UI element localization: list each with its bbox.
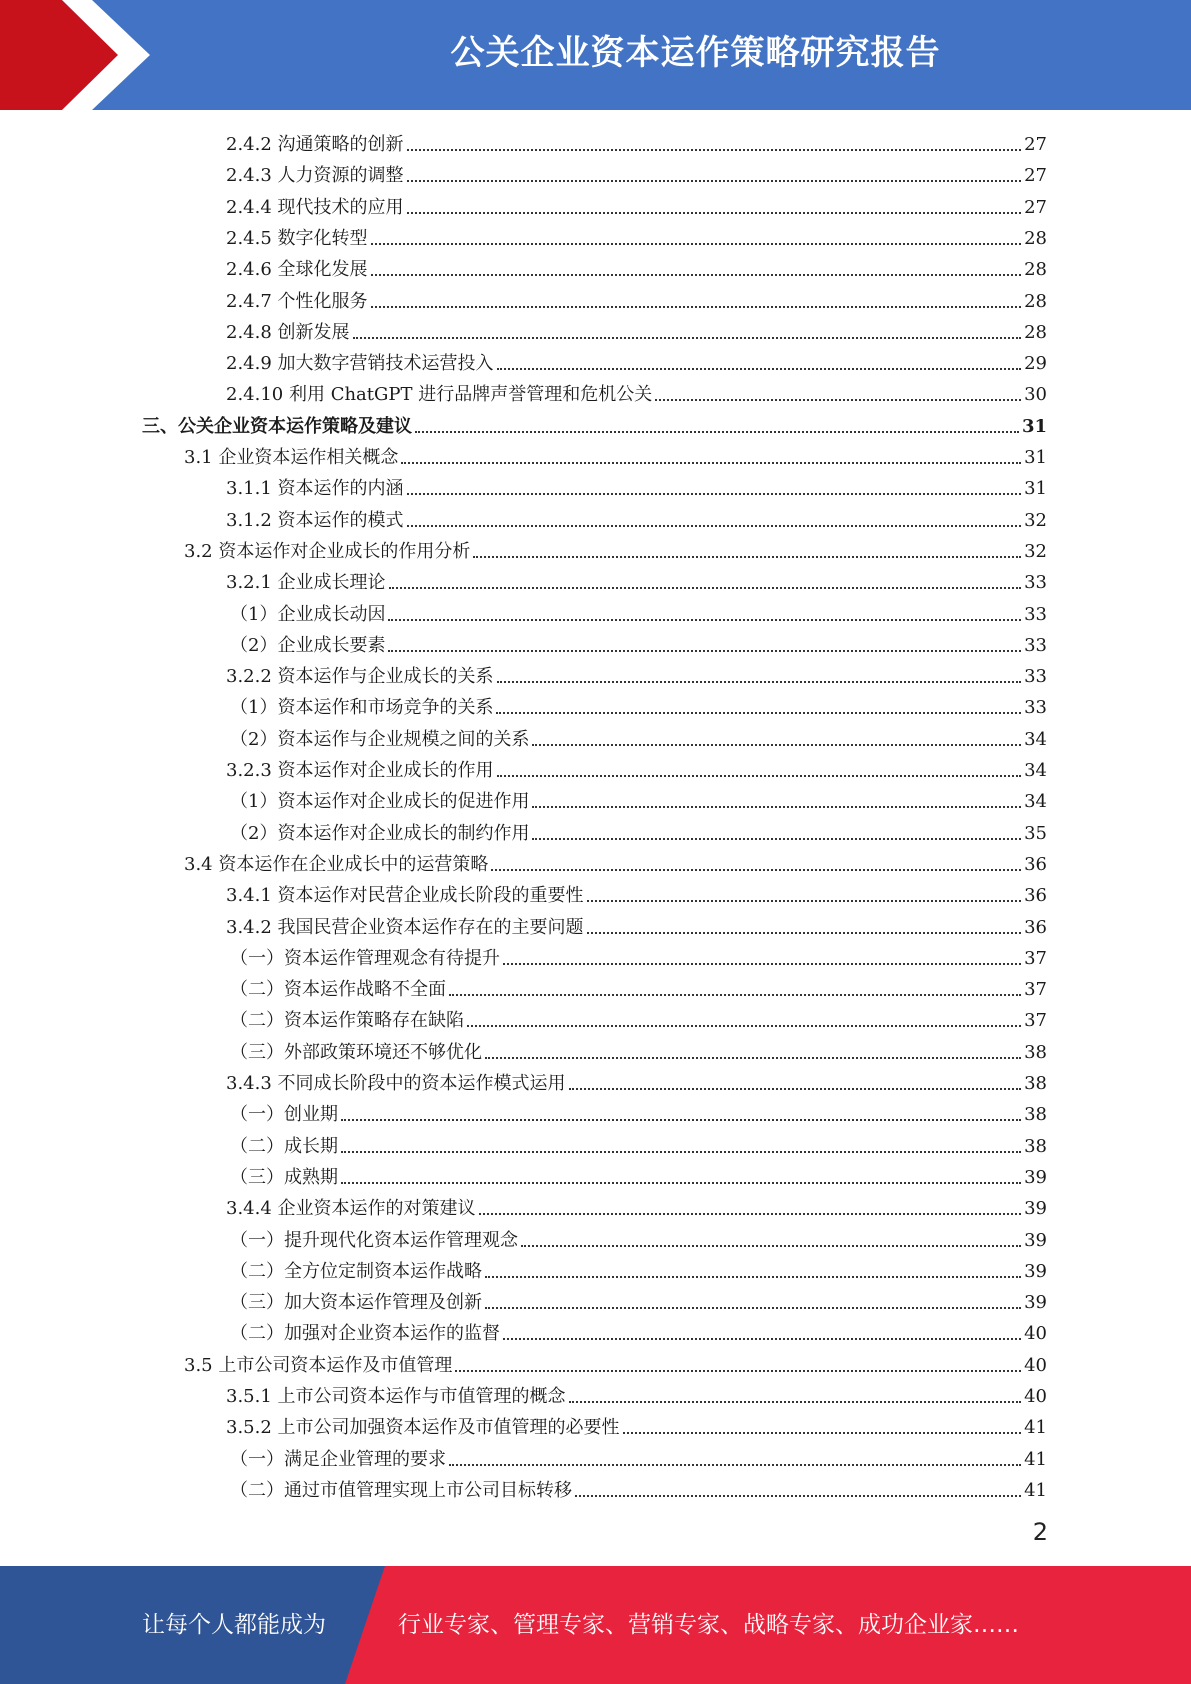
toc-leader-dots [449,994,1021,996]
toc-entry-page: 33 [1024,604,1047,625]
toc-leader-dots [623,1432,1022,1434]
toc-entry[interactable] [226,376,1047,407]
toc-entry-label: （1）资本运作对企业成长的促进作用 [230,791,530,812]
toc-entry-label: 2.4.10 利用 ChatGPT 进行品牌声誉管理和危机公关 [226,384,653,405]
toc-entry-label: 3.4.1 资本运作对民营企业成长阶段的重要性 [226,885,584,906]
toc-leader-dots [371,274,1022,276]
toc-entry[interactable] [230,815,1047,846]
toc-entry-label: 2.4.5 数字化转型 [226,228,368,249]
toc-entry-page: 39 [1024,1292,1047,1313]
toc-leader-dots [497,681,1022,683]
toc-entry-page: 41 [1024,1449,1047,1470]
toc-entry-page: 31 [1024,478,1047,499]
toc-entry-page: 33 [1024,697,1047,718]
footer-slogan-left: 让每个人都能成为 [142,1612,326,1638]
toc-leader-dots [388,650,1021,652]
toc-entry[interactable] [226,564,1047,595]
toc-entry[interactable] [230,1253,1047,1284]
toc-leader-dots [532,806,1021,808]
toc-entry-label: 3.1.2 资本运作的模式 [226,510,404,531]
toc-entry-label: 三、公关企业资本运作策略及建议 [142,416,412,437]
toc-entry[interactable] [226,1409,1047,1440]
toc-entry-page: 28 [1024,322,1047,343]
page-number: 2 [1032,1518,1048,1546]
toc-entry[interactable] [230,940,1047,971]
toc-entry-label: （1）企业成长动因 [230,604,386,625]
toc-entry[interactable] [230,1034,1047,1065]
toc-leader-dots [521,1245,1021,1247]
toc-leader-dots [503,1338,1021,1340]
toc-entry-label: 3.2.1 企业成长理论 [226,572,386,593]
toc-entry-page: 37 [1024,979,1047,1000]
toc-entry[interactable] [184,846,1047,877]
toc-leader-dots [449,1464,1021,1466]
toc-entry-page: 33 [1024,666,1047,687]
toc-leader-dots [485,1057,1021,1059]
toc-entry-label: 2.4.3 人力资源的调整 [226,165,404,186]
toc-entry-label: 3.5 上市公司资本运作及市值管理 [184,1355,453,1376]
toc-entry[interactable] [230,1222,1047,1253]
toc-leader-dots [473,556,1021,558]
toc-entry-page: 34 [1024,791,1047,812]
toc-entry-page: 39 [1024,1167,1047,1188]
toc-entry-page: 28 [1024,291,1047,312]
toc-leader-dots [407,149,1022,151]
toc-entry[interactable] [226,877,1047,908]
toc-leader-dots [503,963,1021,965]
toc-entry-page: 28 [1024,259,1047,280]
toc-entry-label: 3.4.3 不同成长阶段中的资本运作模式运用 [226,1073,566,1094]
toc-entry-label: （三）成熟期 [230,1167,338,1188]
toc-leader-dots [467,1025,1021,1027]
toc-entry-label: 2.4.8 创新发展 [226,322,350,343]
toc-leader-dots [371,243,1022,245]
toc-entry[interactable] [226,251,1047,282]
toc-entry-page: 38 [1024,1042,1047,1063]
toc-entry-page: 32 [1024,541,1047,562]
toc-entry-label: 2.4.7 个性化服务 [226,291,368,312]
toc-entry-label: （二）加强对企业资本运作的监督 [230,1323,500,1344]
toc-entry[interactable] [226,1378,1047,1409]
toc-leader-dots [415,431,1019,433]
toc-entry[interactable] [230,721,1047,752]
toc-entry[interactable] [226,157,1047,188]
footer-slogan-right: 行业专家、管理专家、营销专家、战略专家、成功企业家…… [398,1612,1019,1638]
toc-entry-label: 3.1.1 资本运作的内涵 [226,478,404,499]
toc-entry[interactable] [226,658,1047,689]
toc-entry[interactable] [184,439,1047,470]
toc-entry[interactable] [230,1159,1047,1190]
toc-entry[interactable] [226,470,1047,501]
toc-entry-page: 31 [1024,447,1047,468]
toc-entry-page: 27 [1024,134,1047,155]
toc-entry-page: 40 [1024,1355,1047,1376]
toc-entry-page: 36 [1024,854,1047,875]
toc-leader-dots [341,1151,1021,1153]
toc-entry[interactable] [230,689,1047,720]
toc-entry[interactable] [226,314,1047,345]
toc-entry-label: （2）资本运作对企业成长的制约作用 [230,823,530,844]
toc-entry-page: 33 [1024,635,1047,656]
toc-entry-label: 2.4.4 现代技术的应用 [226,197,404,218]
toc-leader-dots [587,900,1022,902]
toc-leader-dots [491,869,1021,871]
toc-leader-dots [388,619,1021,621]
toc-leader-dots [569,1088,1022,1090]
toc-leader-dots [497,775,1022,777]
toc-leader-dots [407,525,1022,527]
toc-entry[interactable] [230,1128,1047,1159]
toc-entry-label: （一）创业期 [230,1104,338,1125]
toc-entry[interactable] [230,596,1047,627]
toc-entry-page: 30 [1024,384,1047,405]
toc-entry[interactable] [142,408,1047,439]
page-footer [0,1566,1191,1684]
toc-entry-page: 28 [1024,228,1047,249]
toc-entry-page: 38 [1024,1073,1047,1094]
toc-entry[interactable] [226,345,1047,376]
toc-entry-page: 39 [1024,1198,1047,1219]
toc-entry-label: （二）资本运作战略不全面 [230,979,446,1000]
toc-entry-page: 41 [1024,1417,1047,1438]
toc-entry-label: 2.4.2 沟通策略的创新 [226,134,404,155]
toc-leader-dots [407,493,1022,495]
toc-entry-page: 36 [1024,917,1047,938]
toc-entry-page: 40 [1024,1386,1047,1407]
toc-entry-page: 35 [1024,823,1047,844]
toc-leader-dots [655,399,1021,401]
toc-entry-page: 39 [1024,1261,1047,1282]
toc-entry-page: 34 [1024,760,1047,781]
toc-entry-label: （二）资本运作策略存在缺陷 [230,1010,464,1031]
toc-leader-dots [389,587,1022,589]
toc-entry-label: 3.5.1 上市公司资本运作与市值管理的概念 [226,1386,566,1407]
toc-entry-page: 38 [1024,1104,1047,1125]
toc-entry[interactable] [226,189,1047,220]
toc-entry-label: （二）成长期 [230,1136,338,1157]
toc-entry-page: 37 [1024,948,1047,969]
toc-entry[interactable] [226,1065,1047,1096]
toc-entry[interactable] [226,752,1047,783]
toc-leader-dots [485,1276,1021,1278]
toc-entry-page: 31 [1021,416,1047,437]
toc-leader-dots [401,462,1021,464]
toc-entry-label: （二）通过市值管理实现上市公司目标转移 [230,1480,572,1501]
toc-entry-page: 36 [1024,885,1047,906]
toc-entry-label: （三）加大资本运作管理及创新 [230,1292,482,1313]
toc-entry-page: 32 [1024,510,1047,531]
toc-entry-page: 29 [1024,353,1047,374]
toc-entry-label: （二）全方位定制资本运作战略 [230,1261,482,1282]
toc-entry[interactable] [226,283,1047,314]
toc-entry[interactable] [230,1002,1047,1033]
toc-leader-dots [575,1495,1021,1497]
toc-entry[interactable] [230,1472,1047,1503]
toc-entry-page: 39 [1024,1230,1047,1251]
toc-entry-label: （一）资本运作管理观念有待提升 [230,948,500,969]
toc-entry[interactable] [226,909,1047,940]
toc-leader-dots [407,212,1022,214]
toc-entry-label: 3.4 资本运作在企业成长中的运营策略 [184,854,489,875]
toc-leader-dots [479,1213,1022,1215]
toc-entry-page: 41 [1024,1480,1047,1501]
toc-leader-dots [353,337,1022,339]
toc-entry[interactable] [230,971,1047,1002]
toc-leader-dots [497,368,1022,370]
toc-entry-page: 37 [1024,1010,1047,1031]
toc-entry-page: 40 [1024,1323,1047,1344]
toc-entry-label: 2.4.9 加大数字营销技术运营投入 [226,353,494,374]
toc-entry-label: 3.2.3 资本运作对企业成长的作用 [226,760,494,781]
toc-entry-page: 27 [1024,197,1047,218]
toc-entry[interactable] [230,627,1047,658]
toc-leader-dots [341,1182,1021,1184]
toc-leader-dots [496,712,1021,714]
toc-entry-label: （三）外部政策环境还不够优化 [230,1042,482,1063]
toc-entry[interactable] [184,1347,1047,1378]
toc-entry[interactable] [226,126,1047,157]
toc-entry-label: （1）资本运作和市场竞争的关系 [230,697,494,718]
toc-entry-label: 3.5.2 上市公司加强资本运作及市值管理的必要性 [226,1417,620,1438]
toc-entry-page: 38 [1024,1136,1047,1157]
toc-entry-label: （2）资本运作与企业规模之间的关系 [230,729,530,750]
toc-leader-dots [341,1119,1021,1121]
toc-entry[interactable] [184,533,1047,564]
toc-entry-page: 34 [1024,729,1047,750]
header-arrow-decoration [0,0,160,110]
toc-entry[interactable] [230,1441,1047,1472]
toc-entry[interactable] [226,220,1047,251]
toc-entry-label: （2）企业成长要素 [230,635,386,656]
page-header [0,0,1191,110]
toc-entry[interactable] [230,1284,1047,1315]
toc-leader-dots [485,1307,1021,1309]
toc-entry-label: 3.4.2 我国民营企业资本运作存在的主要问题 [226,917,584,938]
toc-entry[interactable] [226,1190,1047,1221]
toc-leader-dots [455,1370,1021,1372]
toc-entry-label: 3.2 资本运作对企业成长的作用分析 [184,541,471,562]
toc-entry-label: 3.1 企业资本运作相关概念 [184,447,399,468]
toc-entry-label: （一）满足企业管理的要求 [230,1449,446,1470]
toc-entry-label: 2.4.6 全球化发展 [226,259,368,280]
toc-leader-dots [407,180,1022,182]
toc-entry[interactable] [230,1315,1047,1346]
toc-entry[interactable] [230,783,1047,814]
toc-entry[interactable] [230,1096,1047,1127]
toc-entry[interactable] [226,502,1047,533]
toc-leader-dots [371,306,1022,308]
toc-entry-label: （一）提升现代化资本运作管理观念 [230,1230,518,1251]
toc-entry-page: 33 [1024,572,1047,593]
toc-leader-dots [532,744,1021,746]
toc-leader-dots [587,932,1022,934]
toc-entry-label: 3.4.4 企业资本运作的对策建议 [226,1198,476,1219]
toc-entry-page: 27 [1024,165,1047,186]
toc-leader-dots [532,838,1021,840]
toc-entry-label: 3.2.2 资本运作与企业成长的关系 [226,666,494,687]
toc-leader-dots [569,1401,1022,1403]
header-title: 公关企业资本运作策略研究报告 [450,33,941,73]
